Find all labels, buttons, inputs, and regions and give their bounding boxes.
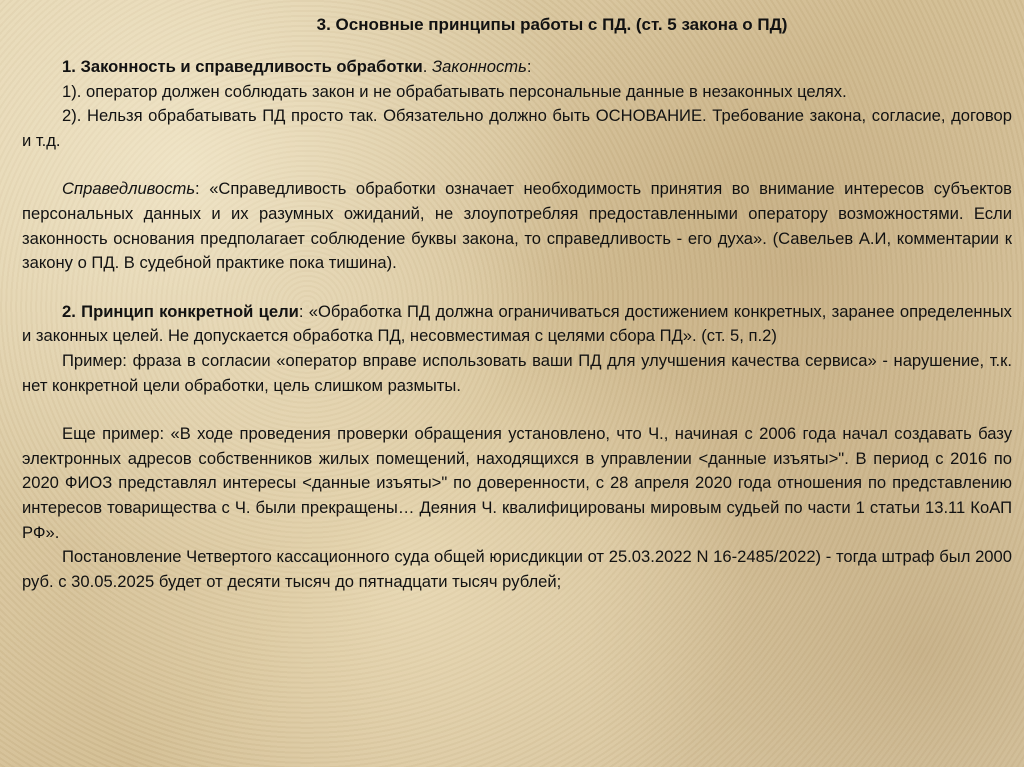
principle-1-heading-line	[22, 55, 1012, 80]
spacer	[22, 153, 1012, 177]
principle-1-heading: 1. Законность и справедливость обработки	[62, 57, 423, 76]
slide-content	[22, 14, 1012, 594]
fairness-label: Справедливость	[62, 179, 196, 199]
legality-item-1: 1). оператор должен соблюдать закон и не обрабатывать персональные данные в незаконных целях.	[62, 81, 847, 101]
principle-2-heading: 2. Принцип конкретной цели	[62, 301, 299, 321]
example-1-paragraph: Пример: фраза в согласии «оператор вправе использовать ваши ПД для улучшения качества сервиса» - нарушение, т.к. нет конкретной цели обработки, цель слишком размыты.	[22, 350, 1012, 395]
fairness-paragraph	[22, 177, 1012, 275]
principle-2-text: : «Обработка ПД должна ограничиваться достижением конкретных, заранее определенных и законных целей. Не допускается обработка ПД, несовместимая с целями сбора ПД». (ст. 5, п.2)	[22, 301, 1012, 346]
fairness-text: : «Справедливость обработки означает необходимость принятия во внимание интересов субъектов персональных данных и их разумных ожиданий, не злоупотребляя предоставленными оператору возможностями. Если законность основания предполагает соблюдение буквы закона, то справедливость - его духа». (Савельев А.И, комментарии к закону о ПД. В судебной практике пока тишина).	[22, 179, 1012, 273]
slide-title: 3. Основные принципы работы с ПД. (ст. 5 закона о ПД)	[316, 15, 788, 34]
court-ruling-paragraph: Постановление Четвертого кассационного суда общей юрисдикции от 25.03.2022 N 16-2485/2022) - тогда штраф был 2000 руб. с 30.05.2025 будет от десяти тысяч до пятнадцати тысяч рублей;	[22, 547, 1012, 591]
spacer	[22, 276, 1012, 300]
legality-item-2: 2). Нельзя обрабатывать ПД просто так. Обязательно должно быть ОСНОВАНИЕ. Требование закона, согласие, договор и т.д.	[22, 106, 1012, 150]
principle-2-paragraph	[22, 300, 1012, 349]
spacer	[22, 398, 1012, 422]
legality-colon: :	[526, 57, 532, 76]
heading-separator: .	[422, 57, 432, 76]
legality-label: Законность	[432, 57, 527, 76]
example-2-paragraph: Еще пример: «В ходе проведения проверки обращения установлено, что Ч., начиная с 2006 года начал создавать базу электронных адресов собственников жилых помещений, находящихся в управлении <данные изъяты>". В период с 2016 по 2020 ФИОЗ представлял интересы <данные изъяты>" по доверенности, с 28 апреля 2020 года отношения по представлению интересов товарищества с Ч. были прекращены… Деяния Ч. квалифицированы мировым судьей по части 1 статьи 13.11 КоАП РФ».	[22, 424, 1012, 542]
